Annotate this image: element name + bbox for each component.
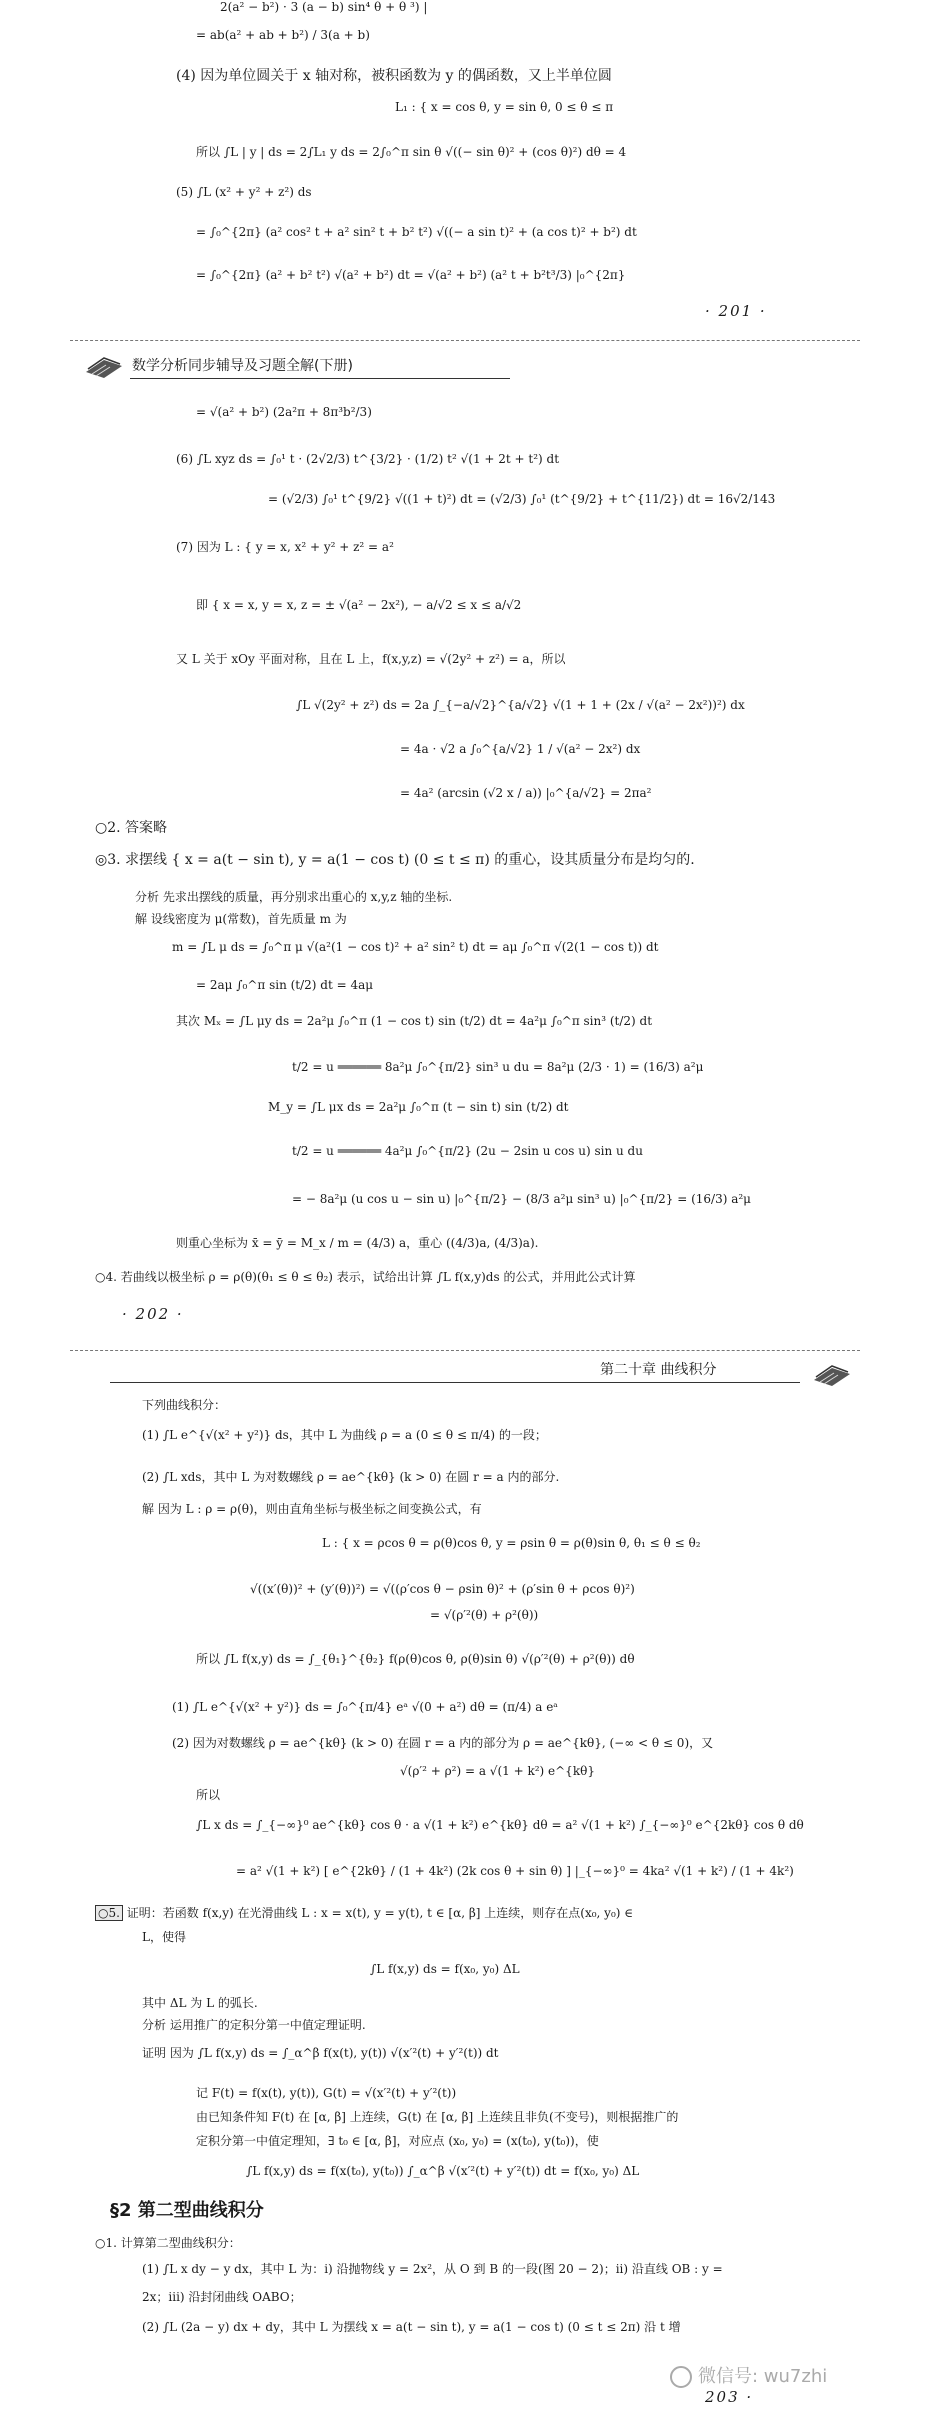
analysis-text: 分析 先求出摆线的质量，再分别求出重心的 x,y,z 轴的坐标. (135, 890, 453, 904)
solution-text: 解 因为 L : ρ = ρ(θ)，则由直角坐标与极坐标之间变换公式，有 (142, 1502, 482, 1516)
section-heading: §2 第二型曲线积分 (110, 2200, 264, 2221)
formula: = ∫₀^{2π} (a² cos² t + a² sin² t + b² t²) √((− a sin t)² + (a cos t)² + b²) dt (196, 225, 637, 239)
formula: ∫L x ds = ∫_{−∞}⁰ ae^{kθ} cos θ · a √(1 + k²) e^{kθ} dθ = a² √(1 + k²) ∫_{−∞}⁰ e^{2kθ} cos θ dθ (196, 1818, 804, 1832)
formula: ∫L f(x,y) ds = f(x(t₀), y(t₀)) ∫_α^β √(x′²(t) + y′²(t)) dt = f(x₀, y₀) ΔL (246, 2164, 640, 2178)
page-number: · 202 · (122, 1305, 184, 1323)
formula: √(ρ′² + ρ²) = a √(1 + k²) e^{kθ} (400, 1764, 595, 1778)
formula: m = ∫L μ ds = ∫₀^π μ √(a²(1 − cos t)² + a² sin² t) dt = aμ ∫₀^π √(2(1 − cos t)) dt (172, 940, 659, 954)
formula: (2) 因为对数螺线 ρ = ae^{kθ} (k > 0) 在圆 r = a 内的部分为 ρ = ae^{kθ}, (−∞ < θ ≤ 0)，又 (172, 1736, 714, 1750)
formula: 即 { x = x, y = x, z = ± √(a² − 2x²), − a/√2 ≤ x ≤ a/√2 (196, 598, 522, 612)
formula: L₁ : { x = cos θ, y = sin θ, 0 ≤ θ ≤ π (395, 100, 614, 114)
formula: (2) ∫L (2a − y) dx + dy，其中 L 为摆线 x = a(t − sin t), y = a(1 − cos t) (0 ≤ t ≤ 2π) 沿 t 增 (142, 2320, 681, 2334)
formula: = √(ρ′²(θ) + ρ²(θ)) (430, 1608, 539, 1622)
formula: = 4a² (arcsin (√2 x / a)) |₀^{a/√2} = 2πa² (400, 786, 652, 800)
watermark-text: 微信号: wu7zhi (698, 2366, 828, 2387)
formula: (6) ∫L xyz ds = ∫₀¹ t · (2√2/3) t^{3/2} · (1/2) t² √(1 + 2t + t²) dt (176, 452, 560, 466)
analysis-text: 分析 运用推广的定积分第一中值定理证明. (142, 2018, 366, 2032)
body-text: 又 L 关于 xOy 平面对称，且在 L 上，f(x,y,z) = √(2y² + z²) = a，所以 (176, 652, 566, 666)
formula: = − 8a²μ (u cos u − sin u) |₀^{π/2} − (8/3 a²μ sin³ u) |₀^{π/2} = (16/3) a²μ (292, 1192, 751, 1206)
formula: 其次 Mₓ = ∫L μy ds = 2a²μ ∫₀^π (1 − cos t) sin (t/2) dt = 4a²μ ∫₀^π sin³ (t/2) dt (176, 1014, 653, 1028)
running-header: 第二十章 曲线积分 (600, 1362, 717, 1378)
formula: √((x′(θ))² + (y′(θ))²) = √((ρ′cos θ − ρsin θ)² + (ρ′sin θ + ρcos θ)²) (250, 1582, 635, 1596)
book-icon (82, 352, 126, 380)
formula: (2) ∫L xds，其中 L 为对数螺线 ρ = ae^{kθ} (k > 0) 在圆 r = a 内的部分. (142, 1470, 560, 1484)
question-5-text: 证明：若函数 f(x,y) 在光滑曲线 L : x = x(t), y = y(t), t ∈ [α, β] 上连续，则存在点(x₀, y₀) ∈ (126, 1906, 634, 1920)
formula: 所以 ∫L | y | ds = 2∫L₁ y ds = 2∫₀^π sin θ √((− sin θ)² + (cos θ)²) dθ = 4 (196, 145, 627, 159)
formula: = a² √(1 + k²) [ e^{2kθ} / (1 + 4k²) (2k cos θ + sin θ) ] |_{−∞}⁰ = 4ka² √(1 + k²) / (1 + 4k²) (236, 1864, 794, 1878)
formula: (1) ∫L e^{√(x² + y²)} ds，其中 L 为曲线 ρ = a (0 ≤ θ ≤ π/4) 的一段； (142, 1428, 547, 1442)
formula: ∫L √(2y² + z²) ds = 2a ∫_{−a/√2}^{a/√2} √(1 + 1 + (2x / √(a² − 2x²))²) dx (296, 698, 745, 712)
formula: = 2aμ ∫₀^π sin (t/2) dt = 4aμ (196, 978, 374, 992)
formula: (1) ∫L e^{√(x² + y²)} ds = ∫₀^{π/4} eᵃ √(0 + a²) dθ = (π/4) a eᵃ (172, 1700, 558, 1714)
formula: (5) ∫L (x² + y² + z²) ds (176, 185, 312, 199)
page-divider (70, 1350, 860, 1351)
body-text: 由已知条件知 F(t) 在 [α, β] 上连续，G(t) 在 [α, β] 上连续且非负(不变号)，则根据推广的 (196, 2110, 679, 2124)
formula: 记 F(t) = f(x(t), y(t)), G(t) = √(x′²(t) + y′²(t)) (196, 2086, 457, 2100)
body-text: (4) 因为单位圆关于 x 轴对称，被积函数为 y 的偶函数，又上半单位圆 (176, 68, 612, 84)
question-4: ○4. 若曲线以极坐标 ρ = ρ(θ)(θ₁ ≤ θ ≤ θ₂) 表示，试给出计算 ∫L f(x,y)ds 的公式，并用此公式计算 (95, 1270, 636, 1284)
question-5 (95, 1906, 633, 1921)
book-icon (810, 1360, 854, 1388)
header-rule (130, 378, 510, 379)
question-s2-1: ○1. 计算第二型曲线积分： (95, 2236, 241, 2250)
formula: = (√2/3) ∫₀¹ t^{9/2} √((1 + t)²) dt = (√2/3) ∫₀¹ (t^{9/2} + t^{11/2}) dt = 16√2/143 (268, 492, 776, 506)
formula-fragment: = ab(a² + ab + b²) / 3(a + b) (196, 28, 370, 42)
question-3: ◎3. 求摆线 { x = a(t − sin t), y = a(1 − cos t) (0 ≤ t ≤ π) 的重心，设其质量分布是均匀的. (95, 852, 695, 868)
running-header: 数学分析同步辅导及习题全解(下册) (132, 358, 353, 374)
formula: 所以 ∫L f(x,y) ds = ∫_{θ₁}^{θ₂} f(ρ(θ)cos θ, ρ(θ)sin θ) √(ρ′²(θ) + ρ²(θ)) dθ (196, 1652, 635, 1666)
question-5-label: ○5. (95, 1905, 123, 1921)
page-number: 203 · (705, 2388, 754, 2406)
formula: 证明 因为 ∫L f(x,y) ds = ∫_α^β f(x(t), y(t)) √(x′²(t) + y′²(t)) dt (142, 2046, 499, 2060)
formula: = ∫₀^{2π} (a² + b² t²) √(a² + b²) dt = √(a² + b²) (a² t + b²t³/3) |₀^{2π} (196, 268, 626, 282)
formula: (7) 因为 L : { y = x, x² + y² + z² = a² (176, 540, 394, 554)
body-text: 所以 (196, 1788, 221, 1802)
watermark (670, 2362, 827, 2388)
conclusion-text: 则重心坐标为 x̄ = ȳ = M_x / m = (4/3) a，重心 ((4/3)a, (4/3)a). (176, 1236, 539, 1250)
formula-fragment: 2(a² − b²) · 3 (a − b) sin⁴ θ + θ ³) | (220, 0, 428, 14)
page-number: · 201 · (705, 302, 767, 320)
solution-text: 解 设线密度为 μ(常数)，首先质量 m 为 (135, 912, 347, 926)
body-text: 其中 ΔL 为 L 的弧长. (142, 1996, 258, 2010)
formula: M_y = ∫L μx ds = 2a²μ ∫₀^π (t − sin t) sin (t/2) dt (268, 1100, 569, 1114)
formula: = 4a · √2 a ∫₀^{a/√2} 1 / √(a² − 2x²) dx (400, 742, 641, 756)
formula: L : { x = ρcos θ = ρ(θ)cos θ, y = ρsin θ = ρ(θ)sin θ, θ₁ ≤ θ ≤ θ₂ (322, 1536, 701, 1550)
formula: t/2 = u ══════ 4a²μ ∫₀^{π/2} (2u − 2sin u cos u) sin u du (292, 1144, 643, 1158)
body-text: 定积分第一中值定理知，∃ t₀ ∈ [α, β]，对应点 (x₀, y₀) = (x(t₀), y(t₀))，使 (196, 2134, 599, 2148)
formula: = √(a² + b²) (2a²π + 8π³b²/3) (196, 405, 372, 419)
page-divider (70, 340, 860, 341)
formula: t/2 = u ══════ 8a²μ ∫₀^{π/2} sin³ u du = 8a²μ (2/3 · 1) = (16/3) a²μ (292, 1060, 704, 1074)
formula: (1) ∫L x dy − y dx，其中 L 为：i) 沿抛物线 y = 2x²，从 O 到 B 的一段(图 20 − 2)；ii) 沿直线 OB : y = (142, 2262, 723, 2276)
formula: ∫L f(x,y) ds = f(x₀, y₀) ΔL (370, 1962, 520, 1976)
wechat-icon (670, 2366, 692, 2388)
body-text: L，使得 (142, 1930, 186, 1944)
question-2: ○2. 答案略 (95, 820, 168, 836)
formula: 2x；iii) 沿封闭曲线 OABO； (142, 2290, 302, 2304)
body-text: 下列曲线积分： (142, 1398, 227, 1412)
header-rule (110, 1382, 800, 1383)
